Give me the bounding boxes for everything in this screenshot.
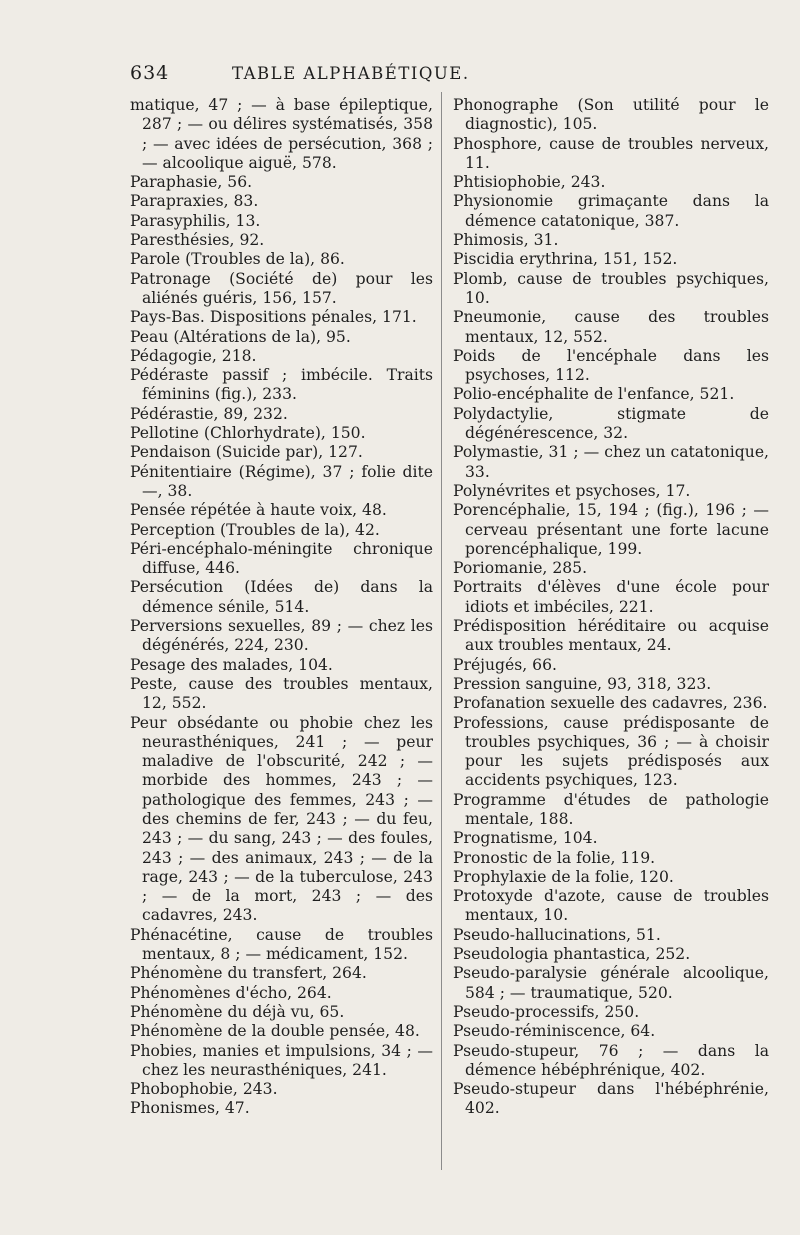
index-entry: Pneumonie, cause des troubles mentaux, 12, 552. [453, 308, 769, 346]
index-entry: Peau (Altérations de la), 95. [130, 327, 351, 346]
index-entry: Polio-encéphalite de l'enfance, 521. [453, 385, 735, 404]
index-entry: Patronage (Société de) pour les aliénés guéris, 156, 157. [130, 269, 433, 307]
index-entry: Protoxyde d'azote, cause de troubles mentaux, 10. [453, 887, 769, 925]
index-entry: Polynévrites et psychoses, 17. [453, 481, 691, 500]
index-entry: Polymastie, 31 ; — chez un catatonique, 33. [453, 443, 769, 481]
index-entry: Phimosis, 31. [453, 231, 559, 250]
index-entry: Pseudo-paralysie générale alcoolique, 584 ; — traumatique, 520. [453, 964, 769, 1002]
index-entry: Phonographe (Son utilité pour le diagnostic), 105. [453, 96, 769, 134]
index-entry: Phosphore, cause de troubles nerveux, 11. [453, 134, 769, 172]
index-entry: Phonismes, 47. [130, 1099, 250, 1118]
index-entry: Préjugés, 66. [453, 655, 557, 674]
index-entry: Perception (Troubles de la), 42. [130, 520, 380, 539]
index-entry: Piscidia erythrina, 151, 152. [453, 250, 678, 269]
index-entry: Pseudologia phantastica, 252. [453, 945, 691, 964]
index-entry: Pseudo-hallucinations, 51. [453, 925, 661, 944]
index-entry: Physionomie grimaçante dans la démence catatonique, 387. [453, 192, 769, 230]
index-entry: Phénomènes d'écho, 264. [130, 983, 332, 1002]
index-entry: Parasyphilis, 13. [130, 211, 261, 230]
index-entry: Pensée répétée à haute voix, 48. [130, 501, 387, 520]
index-entry: Pénitentiaire (Régime), 37 ; folie dite —, 38. [130, 462, 433, 500]
index-entry: Poriomanie, 285. [453, 559, 588, 578]
index-entry: Phobies, manies et impulsions, 34 ; — chez les neurasthéniques, 241. [130, 1041, 433, 1079]
index-entry: Porencéphalie, 15, 194 ; (fig.), 196 ; — cerveau présentant une forte lacune porencéphalique, 199. [453, 501, 769, 558]
index-entry: Paraphasie, 56. [130, 173, 253, 192]
index-entry: Perversions sexuelles, 89 ; — chez les dégénérés, 224, 230. [130, 617, 433, 655]
index-entry: Pronostic de la folie, 119. [453, 848, 656, 867]
index-column-right [453, 96, 769, 1119]
index-entry: matique, 47 ; — à base épileptique, 287 ; — ou délires systématisés, 358 ; — avec idées de persécution, 368 ; — alcoolique aiguë, 578. [130, 96, 433, 172]
index-entry: Plomb, cause de troubles psychiques, 10. [453, 269, 769, 307]
index-entry: Pression sanguine, 93, 318, 323. [453, 674, 712, 693]
page-number: 634 [130, 62, 170, 84]
index-entry: Peste, cause des troubles mentaux, 12, 552. [130, 674, 433, 713]
index-entry: Pédérastie, 89, 232. [130, 404, 288, 423]
index-entry: Pellotine (Chlorhydrate), 150. [130, 424, 366, 443]
index-column-left [130, 96, 433, 1119]
index-entry: Pseudo-stupeur dans l'hébéphrénie, 402. [453, 1080, 769, 1118]
index-entry: Phénomène de la double pensée, 48. [130, 1022, 420, 1041]
index-entry: Phobophobie, 243. [130, 1080, 278, 1099]
index-entry: Paresthésies, 92. [130, 231, 265, 250]
index-entry: Prognatisme, 104. [453, 829, 598, 848]
index-entry: Pseudo-processifs, 250. [453, 1002, 640, 1021]
index-entry: Phtisiophobie, 243. [453, 173, 606, 192]
index-entry: Pseudo-stupeur, 76 ; — dans la démence hébéphrénique, 402. [453, 1041, 769, 1079]
index-entry: Pays-Bas. Dispositions pénales, 171. [130, 308, 417, 327]
index-entry: Polydactylie, stigmate de dégénérescence, 32. [453, 404, 769, 443]
index-entry: Prédisposition héréditaire ou acquise aux troubles mentaux, 24. [453, 617, 769, 655]
index-entry: Portraits d'élèves d'une école pour idiots et imbéciles, 221. [453, 578, 769, 616]
index-entry: Persécution (Idées de) dans la démence sénile, 514. [130, 578, 433, 616]
index-entry: Phénacétine, cause de troubles mentaux, 8 ; — médicament, 152. [130, 925, 433, 964]
index-entry: Pseudo-réminiscence, 64. [453, 1022, 656, 1041]
index-entry: Peur obsédante ou phobie chez les neurasthéniques, 241 ; — peur maladive de l'obscurité, 242 ; — morbide des hommes, 243 ; — pathologique des femmes, 243 ; — des chemins de fer, 243 ; — du feu, 243 ; — du sang, 243 ; — des foules, 243 ; — des animaux, 243 ; — de la rage, 243 ; — de la tuberculose, 243 ; — de la mort, 243 ; — des cadavres, 243. [130, 713, 433, 925]
index-entry: Phénomène du transfert, 264. [130, 964, 367, 983]
column-divider [441, 92, 442, 1170]
index-entry: Poids de l'encéphale dans les psychoses, 112. [453, 346, 769, 385]
index-entry: Programme d'études de pathologie mentale, 188. [453, 790, 769, 828]
index-entry: Prophylaxie de la folie, 120. [453, 867, 674, 886]
index-entry: Profanation sexuelle des cadavres, 236. [453, 694, 768, 713]
index-entry: Parole (Troubles de la), 86. [130, 250, 345, 269]
index-entry: Phénomène du déjà vu, 65. [130, 1002, 345, 1021]
index-entry: Parapraxies, 83. [130, 192, 259, 211]
index-entry: Professions, cause prédisposante de troubles psychiques, 36 ; — à choisir pour les sujets prédisposés aux accidents psychiques, 123. [453, 713, 769, 790]
index-entry: Pesage des malades, 104. [130, 655, 333, 674]
index-entry: Pendaison (Suicide par), 127. [130, 443, 363, 462]
index-entry: Pédagogie, 218. [130, 346, 257, 365]
index-entry: Pédéraste passif ; imbécile. Traits féminins (fig.), 233. [130, 366, 433, 404]
running-title: TABLE ALPHABÉTIQUE. [232, 64, 470, 83]
index-entry: Péri-encéphalo-méningite chronique diffuse, 446. [130, 539, 433, 578]
